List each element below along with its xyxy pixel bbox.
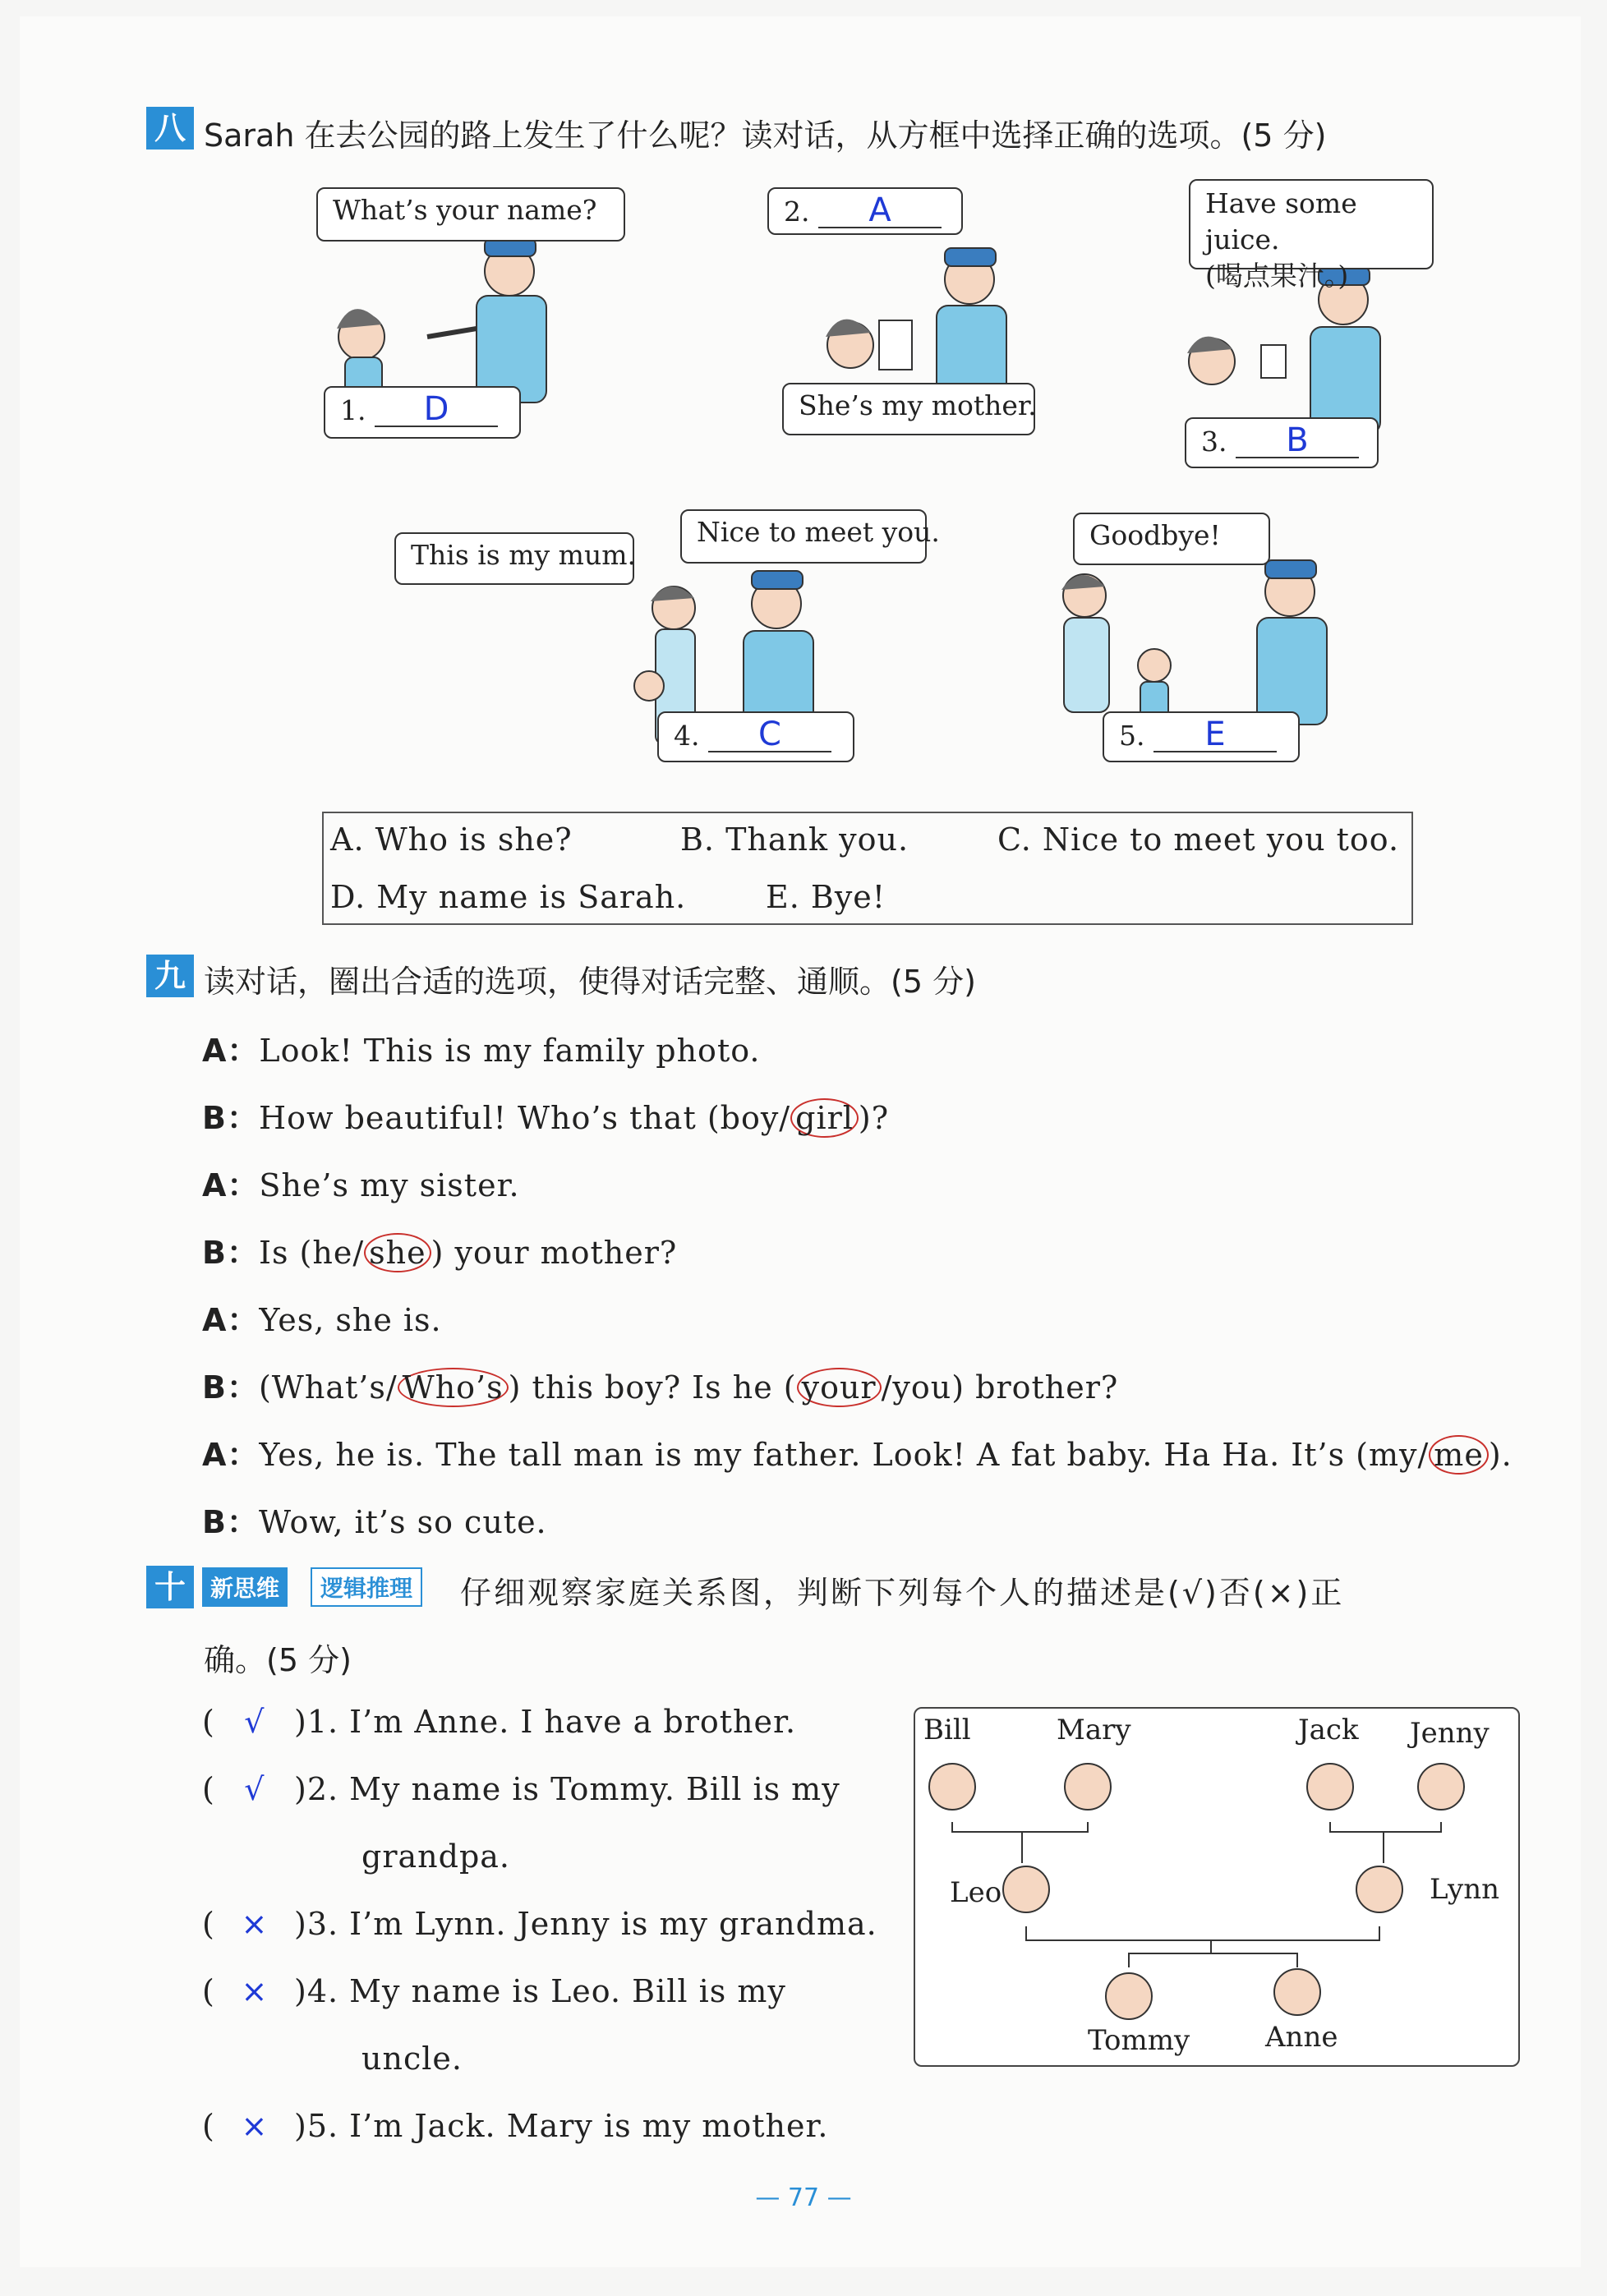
option-b: B. Thank you. [680, 821, 909, 858]
tf-item-4-cont: uncle. [361, 2041, 463, 2077]
dialogue-line-2: B：How beautiful! Who’s that (boy/ girl )? [202, 1100, 890, 1136]
option-e: E. Bye! [766, 879, 886, 915]
tf-item-4: ( × )4. My name is Leo. Bill is my [202, 1973, 786, 2009]
answer-mark: × [241, 1973, 269, 2009]
person-anne: Anne [1265, 2021, 1338, 2054]
family-tree-lines [915, 1709, 1518, 2065]
bubble-3-top [1189, 179, 1434, 292]
circled-answer: me [1429, 1435, 1489, 1475]
bubble-4-left: This is my mum. [394, 532, 634, 585]
section-10-badge: 十 [146, 1566, 194, 1608]
blank-5-answer: E [1153, 718, 1277, 752]
answer-mark: √ [244, 1771, 265, 1807]
person-mary: Mary [1057, 1714, 1131, 1746]
bubble-1-top: What’s your name? [316, 187, 625, 242]
tf-item-5: ( × )5. I’m Jack. Mary is my mother. [202, 2108, 829, 2144]
blank-4-number: 4. [674, 720, 700, 752]
person-jenny: Jenny [1410, 1717, 1490, 1750]
option-c: C. Nice to meet you too. [997, 821, 1400, 858]
option-a: A. Who is she? [330, 821, 573, 858]
dialogue-line-7: A：Yes, he is. The tall man is my father. Look! A fat baby. Ha Ha. It’s (my/ me ). [202, 1437, 1513, 1473]
bubble-2-bottom: She’s my mother. [782, 383, 1035, 435]
answer-mark: × [241, 1906, 269, 1942]
section-9-badge: 九 [146, 955, 194, 997]
circled-answer: girl [790, 1098, 859, 1138]
blank-2-number: 2. [784, 196, 810, 228]
section-8-badge: 八 [146, 107, 194, 150]
tf-item-1: ( √ )1. I’m Anne. I have a brother. [202, 1704, 797, 1740]
scene-1-illustration [304, 214, 600, 411]
tf-item-2-cont: grandpa. [361, 1838, 511, 1875]
person-bill: Bill [923, 1714, 971, 1746]
answer-mark: × [241, 2108, 269, 2144]
section-9-title: 读对话，圈出合适的选项，使得对话完整、通顺。(5 分) [204, 964, 976, 1000]
circled-answer: Who’s [398, 1368, 509, 1407]
bubble-4-answer [657, 711, 854, 762]
options-box [322, 812, 1413, 925]
bubble-5-top: Goodbye! [1073, 513, 1270, 565]
tag-logic: 逻辑推理 [311, 1567, 422, 1607]
bubble-5-answer [1103, 711, 1300, 762]
section-10-title: 仔细观察家庭关系图，判断下列每个人的描述是(√)否(×)正 [460, 1575, 1345, 1611]
bubble-3-answer [1185, 417, 1379, 468]
bubble-3-line-1: Have some juice. [1205, 187, 1357, 255]
bubble-3-line-2: (喝点果汁。) [1205, 260, 1349, 292]
person-lynn: Lynn [1430, 1873, 1499, 1906]
blank-4-answer: C [708, 718, 831, 752]
answer-mark: √ [244, 1704, 265, 1740]
blank-1-number: 1. [340, 394, 366, 426]
blank-2-answer: A [818, 194, 942, 228]
section-8-title: Sarah 在去公园的路上发生了什么呢？读对话，从方框中选择正确的选项。(5 分) [204, 117, 1327, 154]
bubble-4-right: Nice to meet you. [680, 509, 927, 564]
person-jack: Jack [1298, 1714, 1359, 1746]
bubble-1-answer [324, 386, 521, 439]
person-leo: Leo [950, 1876, 1002, 1909]
circled-answer: she [364, 1233, 431, 1272]
tf-item-2: ( √ )2. My name is Tommy. Bill is my [202, 1771, 840, 1807]
dialogue-line-1: A：Look! This is my family photo. [202, 1033, 761, 1069]
page-number: — 77 — [755, 2183, 852, 2212]
scene-5-illustration [1052, 559, 1347, 731]
blank-3-answer: B [1236, 424, 1359, 458]
circled-answer: your [797, 1368, 882, 1407]
blank-3-number: 3. [1201, 426, 1227, 458]
family-tree [914, 1707, 1520, 2067]
dialogue-line-5: A：Yes, she is. [202, 1302, 442, 1338]
blank-5-number: 5. [1119, 720, 1145, 752]
bubble-2-answer [767, 187, 963, 235]
option-d: D. My name is Sarah. [330, 879, 687, 915]
dialogue-line-4: B：Is (he/ she ) your mother? [202, 1235, 678, 1271]
tf-item-3: ( × )3. I’m Lynn. Jenny is my grandma. [202, 1906, 877, 1942]
dialogue-line-6: B：(What’s/ Who’s ) this boy? Is he ( your /you) brother? [202, 1369, 1119, 1406]
section-10-title-cont: 确。(5 分) [204, 1642, 352, 1678]
dialogue-line-8: B：Wow, it’s so cute. [202, 1504, 547, 1540]
tag-new-thinking: 新思维 [202, 1567, 288, 1607]
person-tommy: Tommy [1088, 2024, 1190, 2057]
blank-1-answer: D [375, 393, 498, 427]
dialogue-line-3: A：She’s my sister. [202, 1167, 520, 1203]
